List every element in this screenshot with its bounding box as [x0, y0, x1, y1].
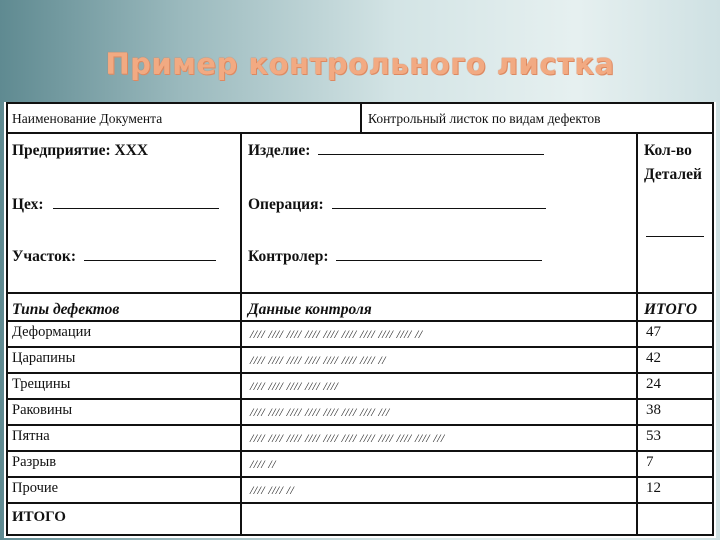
- tally-cell: //// //// //// //// //// //// //// //// //// //: [250, 327, 423, 341]
- header-split: [360, 102, 362, 134]
- slide-title: Пример контрольного листка: [105, 47, 615, 81]
- row-line-3: [6, 398, 714, 400]
- total-cell: 53: [646, 428, 661, 444]
- controller-blank: [336, 248, 542, 261]
- qty-blank: [646, 224, 704, 237]
- controller-field: [248, 248, 542, 266]
- col-header-total: ИТОГО: [644, 301, 698, 318]
- qty-label-line1: Кол-во: [644, 142, 692, 159]
- total-cell: 12: [646, 480, 661, 496]
- info-divider: [6, 292, 714, 294]
- row-line-5: [6, 450, 714, 452]
- tally-cell: //// //// //// //// //// //// //// //// //// //// ///: [250, 431, 445, 445]
- control-sheet-form: [4, 102, 716, 538]
- workshop-blank: [53, 196, 219, 209]
- section-label: Участок:: [12, 248, 76, 265]
- col-header-defect-types: Типы дефектов: [12, 301, 120, 318]
- defect-type-cell: Царапины: [12, 350, 76, 366]
- defect-type-cell: Трещины: [12, 376, 71, 392]
- defect-type-cell: Прочие: [12, 480, 59, 496]
- enterprise-label: Предприятие: XXX: [12, 142, 149, 159]
- doc-type-title: Контрольный листок по видам дефектов: [368, 111, 601, 126]
- product-blank: [318, 142, 544, 155]
- workshop-label: Цех:: [12, 196, 44, 213]
- frame-left: [6, 102, 8, 536]
- operation-blank: [332, 196, 546, 209]
- defect-type-cell: Пятна: [12, 428, 50, 444]
- operation-field: [248, 196, 546, 214]
- controller-label: Контролер:: [248, 248, 329, 265]
- total-cell: 24: [646, 376, 661, 392]
- row-line-4: [6, 424, 714, 426]
- operation-label: Операция:: [248, 196, 324, 213]
- qty-label-line2: Деталей: [644, 166, 702, 183]
- product-label: Изделие:: [248, 142, 311, 159]
- row-line-2: [6, 372, 714, 374]
- tally-cell: //// //// //// //// ////: [250, 379, 339, 393]
- tally-cell: //// //// //: [250, 483, 295, 497]
- product-field: [248, 142, 544, 160]
- total-cell: 47: [646, 324, 661, 340]
- row-line-7: [6, 502, 714, 504]
- row-line-0: [6, 320, 714, 322]
- section-field: [12, 248, 216, 266]
- defect-type-cell: Раковины: [12, 402, 73, 418]
- footer-total-label: ИТОГО: [12, 509, 66, 525]
- row-line-1: [6, 346, 714, 348]
- frame-right: [712, 102, 714, 536]
- tally-cell: //// //: [250, 457, 276, 471]
- tally-cell: //// //// //// //// //// //// //// //: [250, 353, 386, 367]
- workshop-field: [12, 196, 219, 214]
- frame-bottom: [6, 534, 714, 536]
- defect-type-cell: Деформации: [12, 324, 92, 340]
- defect-type-cell: Разрыв: [12, 454, 57, 470]
- col-header-control-data: Данные контроля: [248, 301, 372, 318]
- total-cell: 42: [646, 350, 661, 366]
- doc-name-label: Наименование Документа: [12, 111, 163, 126]
- total-cell: 7: [646, 454, 654, 470]
- total-cell: 38: [646, 402, 661, 418]
- row-line-6: [6, 476, 714, 478]
- tally-cell: //// //// //// //// //// //// //// ///: [250, 405, 390, 419]
- section-blank: [84, 248, 216, 261]
